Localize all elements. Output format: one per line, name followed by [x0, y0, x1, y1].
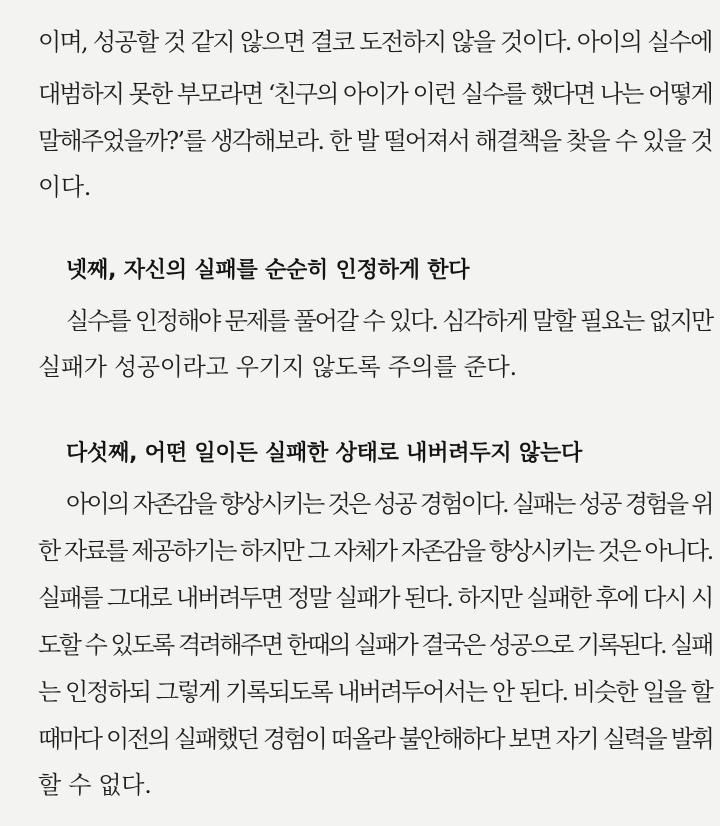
- paragraph-line: 할 수 없다.: [38, 771, 152, 799]
- paragraph-line: 때마다 이전의 실패했던 경험이 떠올라 불안해하다 보면 자기 실력을 발휘: [38, 725, 713, 753]
- paragraph-line: 실패를 그대로 내버려두면 정말 실패가 된다. 하지만 실패한 후에 다시 시: [38, 584, 713, 612]
- paragraph-line: 실수를 인정해야 문제를 풀어갈 수 있다. 심각하게 말할 필요는 없지만: [66, 307, 713, 335]
- paragraph-line: 도할 수 있도록 격려해주면 한때의 실패가 결국은 성공으로 기록된다. 실패: [38, 631, 712, 659]
- paragraph-line: 아이의 자존감을 향상시키는 것은 성공 경험이다. 실패는 성공 경험을 위: [66, 490, 712, 518]
- paragraph-line: 실패가 성공이라고 우기지 않도록 주의를 준다.: [38, 353, 517, 381]
- paragraph-line: 한 자료를 제공하기는 하지만 그 자체가 자존감을 향상시키는 것은 아니다.: [38, 537, 712, 565]
- paragraph-line: 말해주었을까?’를 생각해보라. 한 발 떨어져서 해결책을 찾을 수 있을 것: [38, 127, 712, 155]
- paragraph-line: 이며, 성공할 것 같지 않으면 결코 도전하지 않을 것이다. 아이의 실수에: [38, 28, 712, 56]
- paragraph-line: 대범하지 못한 부모라면 ‘친구의 아이가 이런 실수를 했다면 나는 어떻게: [38, 80, 712, 108]
- section-heading-5: 다섯째, 어떤 일이든 실패한 상태로 내버려두지 않는다: [66, 441, 583, 466]
- paragraph-line: 는 인정하되 그렇게 기록되도록 내버려두어서는 안 된다. 비슷한 일을 할: [38, 678, 712, 706]
- paragraph-line: 이다.: [38, 173, 92, 201]
- section-heading-4: 넷째, 자신의 실패를 순순히 인정하게 한다: [66, 258, 470, 283]
